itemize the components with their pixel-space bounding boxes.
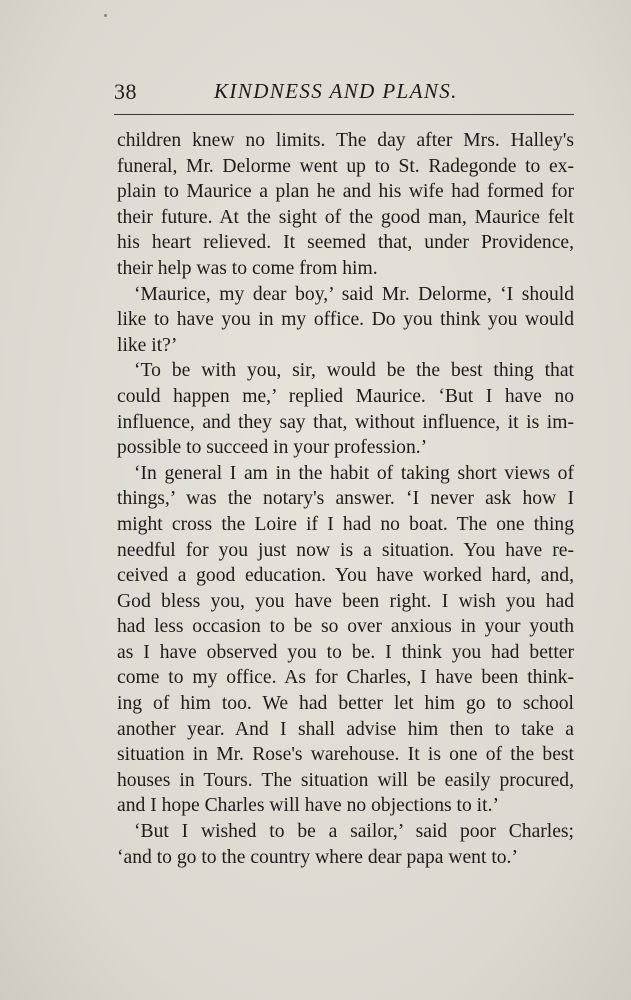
text-line: another year. And I shall advise him then to take a — [117, 718, 574, 740]
text-line: ‘and to go to the country where dear papa went to.’ — [117, 846, 518, 868]
header-rule — [114, 114, 574, 115]
text-line: could happen me,’ replied Maurice. ‘But I have no — [117, 385, 574, 407]
text-line: had less occasion to be so over anxious in your youth — [117, 616, 574, 638]
text-line: funeral, Mr. Delorme went up to St. Radegonde to ex- — [117, 155, 574, 177]
page-header — [114, 77, 574, 107]
text-line: ing of him too. We had better let him go to school — [117, 693, 574, 715]
text-line: plain to Maurice a plan he and his wife had formed for — [117, 181, 574, 203]
text-line: their help was to come from him. — [117, 257, 378, 279]
text-line: possible to succeed in your profession.’ — [117, 437, 428, 459]
text-line: ceived a good education. You have worked hard, and, — [117, 565, 574, 587]
text-line: like it?’ — [117, 334, 178, 356]
text-line: might cross the Loire if I had no boat. The one thing — [117, 513, 574, 535]
text-line: houses in Tours. The situation will be easily procured, — [117, 769, 574, 791]
text-line: children knew no limits. The day after Mrs. Halley's — [117, 130, 574, 151]
text-line: God bless you, you have been right. I wish you had — [117, 590, 574, 612]
text-line: things,’ was the notary's answer. ‘I never ask how I — [117, 488, 574, 510]
text-line: needful for you just now is a situation. You have re- — [117, 539, 574, 561]
text-line: influence, and they say that, without influence, it is im- — [117, 411, 574, 433]
paper-speck — [104, 14, 107, 17]
text-line: ‘But I wished to be a sailor,’ said poor Charles; — [134, 821, 574, 843]
text-line: like to have you in my office. Do you think you would — [117, 309, 574, 331]
text-line: come to my office. As for Charles, I have been think- — [117, 667, 574, 689]
text-line: and I hope Charles will have no objections to it.’ — [117, 795, 499, 817]
text-line: ‘To be with you, sir, would be the best thing that — [134, 360, 574, 382]
running-head: KINDNESS AND PLANS. — [214, 79, 458, 103]
text-line: situation in Mr. Rose's warehouse. It is one of the best — [117, 744, 574, 766]
text-line: ‘In general I am in the habit of taking short views of — [134, 462, 574, 484]
text-line: as I have observed you to be. I think you had better — [117, 641, 574, 663]
text-line: their future. At the sight of the good man, Maurice felt — [117, 206, 574, 228]
body-text — [117, 128, 574, 870]
text-line: ‘Maurice, my dear boy,’ said Mr. Delorme, ‘I should — [134, 283, 574, 305]
page-number: 38 — [114, 79, 137, 104]
text-line: his heart relieved. It seemed that, under Providence, — [117, 232, 574, 254]
